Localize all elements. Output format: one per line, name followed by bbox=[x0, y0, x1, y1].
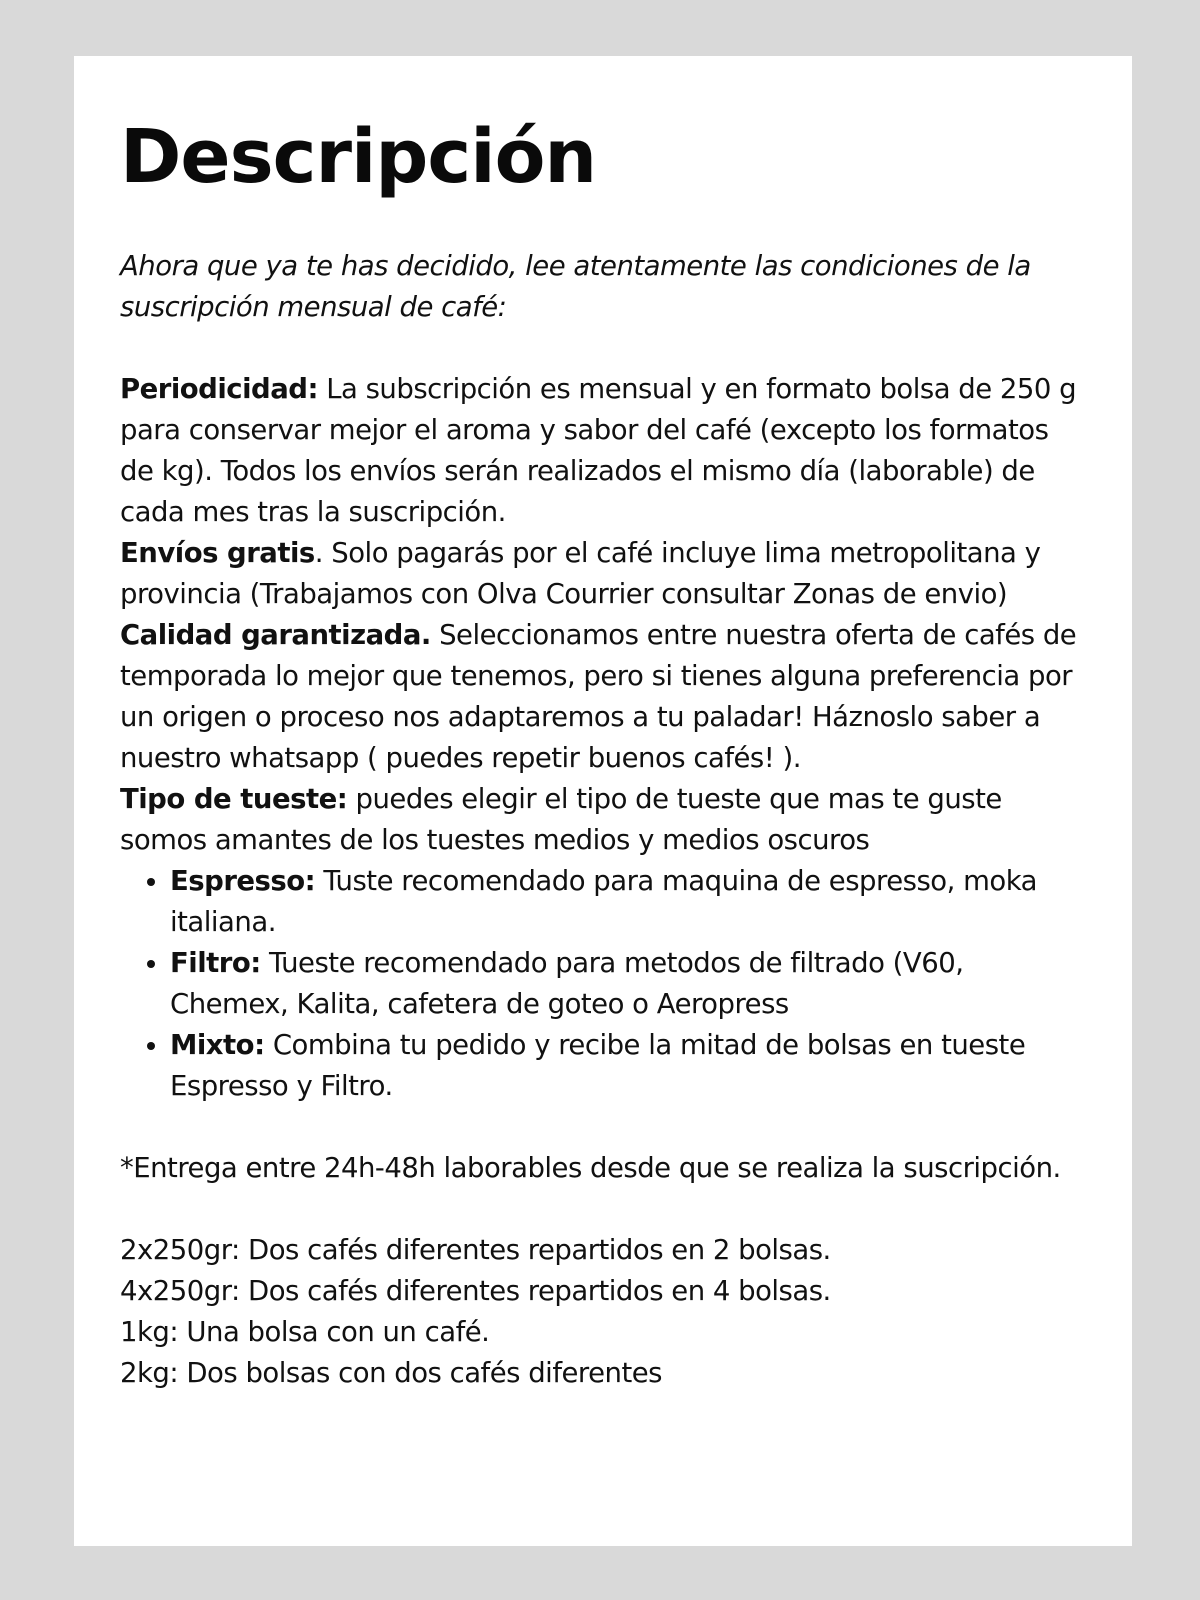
roast-type-description: Tueste recomendado para metodos de filtrado (V60, Chemex, Kalita, cafetera de goteo o Aeropress bbox=[170, 947, 964, 1020]
roast-type-description: Combina tu pedido y recibe la mitad de bolsas en tueste Espresso y Filtro. bbox=[170, 1029, 1026, 1102]
roast-type-list bbox=[120, 861, 1086, 1107]
format-line: 2kg: Dos bolsas con dos cafés diferentes bbox=[120, 1357, 663, 1389]
list-item bbox=[170, 861, 1086, 943]
delivery-note: *Entrega entre 24h-48h laborables desde que se realiza la suscripción. bbox=[120, 1152, 1061, 1184]
description-body bbox=[120, 246, 1086, 1394]
format-line: 1kg: Una bolsa con un café. bbox=[120, 1316, 490, 1348]
format-line: 2x250gr: Dos cafés diferentes repartidos en 2 bolsas. bbox=[120, 1234, 831, 1266]
list-item bbox=[170, 1025, 1086, 1107]
spacer bbox=[120, 328, 1086, 369]
section-periodicidad bbox=[120, 369, 1086, 533]
section-heading: Envíos gratis bbox=[120, 537, 315, 569]
section-heading: Calidad garantizada. bbox=[120, 619, 431, 651]
section-heading: Periodicidad: bbox=[120, 373, 318, 405]
roast-type-description: Tuste recomendado para maquina de espresso, moka italiana. bbox=[170, 865, 1037, 938]
section-body: . Solo pagarás por el café incluye lima metropolitana y provincia (Trabajamos con Olva Courrier consultar Zonas de envio) bbox=[120, 537, 1041, 610]
spacer bbox=[120, 1107, 1086, 1148]
section-tipo-de-tueste bbox=[120, 779, 1086, 861]
section-body: La subscripción es mensual y en formato bolsa de 250 g para conservar mejor el aroma y sabor del café (excepto los formatos de kg). Todos los envíos serán realizados el mismo día (laborable) de cada mes tras la suscripción. bbox=[120, 373, 1077, 528]
intro-text: Ahora que ya te has decidido, lee atentamente las condiciones de la suscripción mensual de café: bbox=[120, 250, 1031, 323]
roast-type-name: Espresso: bbox=[170, 865, 316, 897]
section-heading: Tipo de tueste: bbox=[120, 783, 348, 815]
roast-type-name: Filtro: bbox=[170, 947, 261, 979]
section-calidad-garantizada bbox=[120, 615, 1086, 779]
section-body: Seleccionamos entre nuestra oferta de cafés de temporada lo mejor que tenemos, pero si tienes alguna preferencia por un origen o proceso nos adaptaremos a tu paladar! Háznoslo saber a nuestro whatsapp ( puedes repetir buenos cafés! ). bbox=[120, 619, 1077, 774]
page-title: Descripción bbox=[120, 114, 597, 200]
list-item bbox=[170, 943, 1086, 1025]
format-line: 4x250gr: Dos cafés diferentes repartidos en 4 bolsas. bbox=[120, 1275, 831, 1307]
spacer bbox=[120, 1189, 1086, 1230]
description-card bbox=[74, 56, 1132, 1546]
section-envios-gratis bbox=[120, 533, 1086, 615]
section-body: puedes elegir el tipo de tueste que mas te guste somos amantes de los tuestes medios y medios oscuros bbox=[120, 783, 1002, 856]
roast-type-name: Mixto: bbox=[170, 1029, 265, 1061]
